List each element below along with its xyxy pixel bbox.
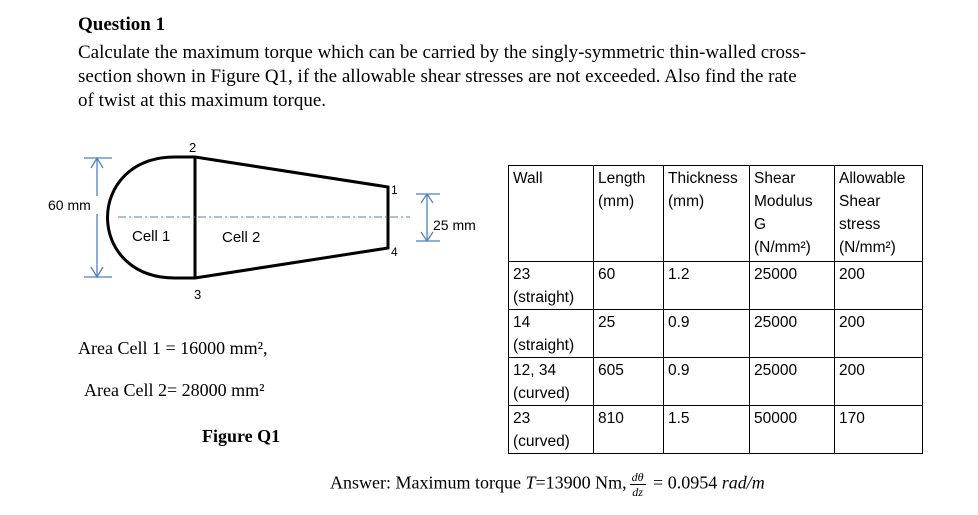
table-row <box>509 310 923 358</box>
area-cell1: Area Cell 1 = 16000 mm², <box>78 338 268 358</box>
table-cell <box>750 310 835 358</box>
cell-line: Shear <box>754 170 796 187</box>
fraction-numerator: dθ <box>631 470 644 484</box>
cell-line: 14 <box>513 314 531 331</box>
header-length <box>594 166 664 262</box>
cell-line: 1.5 <box>668 410 690 427</box>
node-label: 2 <box>189 140 197 155</box>
cell-line: 200 <box>839 314 865 331</box>
cell-line: (curved) <box>513 385 570 402</box>
table-cell <box>509 358 594 406</box>
cell-line: Shear <box>839 193 881 210</box>
cell-line: Length <box>598 170 646 187</box>
cell-line: (N/mm²) <box>839 239 896 256</box>
table-row <box>509 406 923 454</box>
question-heading: Question 1 <box>78 14 166 35</box>
cell-line: Thickness <box>668 170 738 187</box>
height-label: 60 mm <box>48 197 91 213</box>
cell-line: (straight) <box>513 337 575 354</box>
cell-line: (mm) <box>668 193 705 210</box>
cell-line: 25000 <box>754 314 798 331</box>
table-row <box>509 262 923 310</box>
node-label: 4 <box>391 245 398 259</box>
cell-line: 0.9 <box>668 314 690 331</box>
offset-label: 25 mm <box>433 217 476 233</box>
cell-line: 25000 <box>754 266 798 283</box>
table-cell <box>835 310 923 358</box>
answer-prefix: Answer: Maximum torque <box>330 472 526 493</box>
cell2-label: Cell 2 <box>222 229 261 246</box>
cell-line: 60 <box>598 266 616 283</box>
table-cell <box>509 262 594 310</box>
twist-value: = 0.0954 <box>648 472 722 493</box>
table-cell <box>664 262 750 310</box>
table-cell <box>835 406 923 454</box>
cell-line: 25000 <box>754 362 798 379</box>
cell-line: G <box>754 216 767 233</box>
cell-line: 200 <box>839 362 865 379</box>
cell-line: Allowable <box>839 170 906 187</box>
cell1-label: Cell 1 <box>132 228 171 245</box>
torque-value: =13900 Nm, <box>535 472 627 493</box>
cell-line: Modulus <box>754 193 813 210</box>
cell-line: 23 <box>513 410 531 427</box>
cell-line: 1.2 <box>668 266 690 283</box>
node-label: 1 <box>391 183 398 197</box>
answer-line <box>330 470 765 499</box>
table-cell <box>664 358 750 406</box>
cell-line: 12, 34 <box>513 362 557 379</box>
twist-unit: rad/m <box>721 472 765 493</box>
cell-line: 605 <box>598 362 624 379</box>
table-cell <box>835 358 923 406</box>
cell-line: (mm) <box>598 193 635 210</box>
torque-symbol: T <box>525 472 536 493</box>
cell-line: (straight) <box>513 289 575 306</box>
header-wall <box>509 166 594 262</box>
table-cell <box>750 262 835 310</box>
cell-line: 25 <box>598 314 616 331</box>
area-cell2: Area Cell 2= 28000 mm² <box>84 380 265 400</box>
table-cell <box>750 406 835 454</box>
table-cell <box>594 406 664 454</box>
table-cell <box>664 310 750 358</box>
table-cell <box>509 406 594 454</box>
table-cell <box>750 358 835 406</box>
header-thickness <box>664 166 750 262</box>
table-row <box>509 358 923 406</box>
problem-line: of twist at this maximum torque. <box>78 90 327 111</box>
table-cell <box>664 406 750 454</box>
node-label: 3 <box>194 287 202 302</box>
table-cell <box>594 358 664 406</box>
fraction-denominator: dz <box>632 485 643 499</box>
table-cell <box>835 262 923 310</box>
cell-line: (curved) <box>513 433 570 450</box>
cell-line: 50000 <box>754 410 798 427</box>
cell-line: (N/mm²) <box>754 239 811 256</box>
table-header-row <box>509 166 923 262</box>
cell-line: 200 <box>839 266 865 283</box>
cell-line: 810 <box>598 410 624 427</box>
cell-line: 170 <box>839 410 865 427</box>
wall-properties-table <box>508 165 923 454</box>
header-allowable-stress <box>835 166 923 262</box>
cell-line: 0.9 <box>668 362 690 379</box>
header-shear-modulus <box>750 166 835 262</box>
problem-line: section shown in Figure Q1, if the allowable shear stresses are not exceeded. Also find the rate <box>78 66 797 87</box>
cell-line: stress <box>839 216 881 233</box>
table-cell <box>509 310 594 358</box>
table-cell <box>594 310 664 358</box>
figure-caption: Figure Q1 <box>202 426 281 446</box>
table-cell <box>594 262 664 310</box>
cell-line: Wall <box>513 170 543 187</box>
problem-line: Calculate the maximum torque which can be carried by the singly-symmetric thin-walled cross- <box>78 42 807 63</box>
twist-fraction <box>630 470 646 499</box>
cell-line: 23 <box>513 266 531 283</box>
